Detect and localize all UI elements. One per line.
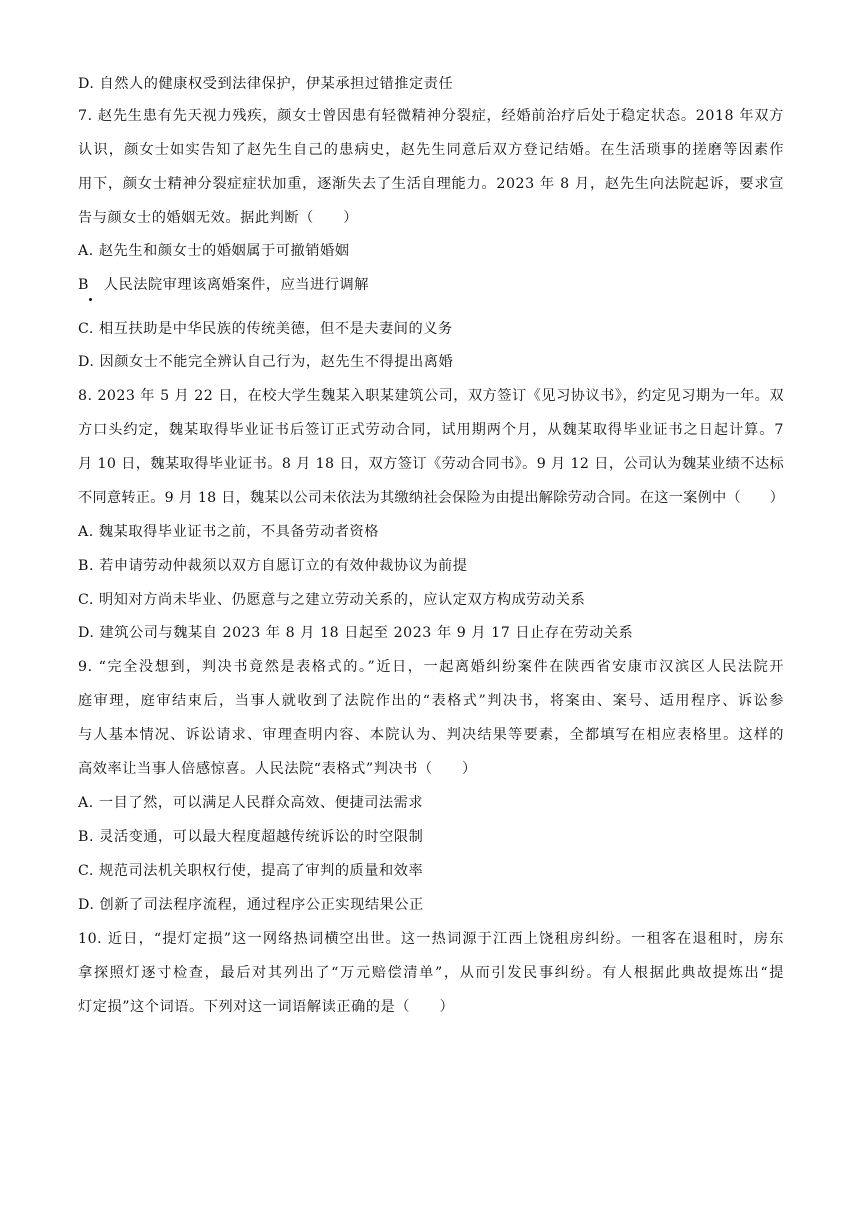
question-9-line-1: 9. “完全没想到，判决书竟然是表格式的。”近日，一起离婚纠纷案件在陕西省安康市汉滨区人民法院开 xyxy=(78,659,784,675)
question-10-line-3: 灯定损”这个词语。下列对这一词语解读正确的是（ ） xyxy=(78,999,455,1015)
question-9-line-4: 高效率让当事人倍感惊喜。人民法院“表格式”判决书（ ） xyxy=(78,761,477,777)
question-9-line-3: 与人基本情况、诉讼请求、审理查明内容、本院认为、判决结果等要素，全都填写在相应表格里。这样的 xyxy=(78,727,784,743)
question-8-line-3: 月 10 日，魏某取得毕业证书。8 月 18 日，双方签订《劳动合同书》。9 月 12 日，公司认为魏某业绩不达标 xyxy=(78,456,784,472)
question-8-line-1: 8. 2023 年 5 月 22 日，在校大学生魏某入职某建筑公司，双方签订《见习协议书》，约定见习期为一年。双 xyxy=(78,388,784,404)
question-8-line-2: 方口头约定，魏某取得毕业证书后签订正式劳动合同，试用期两个月，从魏某取得毕业证书之日起计算。7 xyxy=(78,422,784,438)
option-d-q7: D. 因颜女士不能完全辨认自己行为，赵先生不得提出离婚 xyxy=(78,354,454,370)
question-7-line-4: 告与颜女士的婚姻无效。据此判断（ ） xyxy=(78,210,359,226)
option-a-q9: A. 一目了然，可以满足人民群众高效、便捷司法需求 xyxy=(78,795,424,811)
option-d-q8: D. 建筑公司与魏某自 2023 年 8 月 18 日起至 2023 年 9 月 17 日止存在劳动关系 xyxy=(78,625,634,641)
question-8-line-4: 不同意转正。9 月 18 日，魏某以公司未依法为其缴纳社会保险为由提出解除劳动合同。在这一案例中（ ） xyxy=(78,490,785,506)
option-b-q9: B. 灵活变通，可以最大程度超越传统诉讼的时空限制 xyxy=(78,829,424,845)
option-d-q9: D. 创新了司法程序流程，通过程序公正实现结果公正 xyxy=(78,897,424,913)
option-c-q8: C. 明知对方尚未毕业、仍愿意与之建立劳动关系的，应认定双方构成劳动关系 xyxy=(78,592,586,608)
option-c-q9: C. 规范司法机关职权行使，提高了审判的质量和效率 xyxy=(78,863,424,879)
option-c-q7: C. 相互扶助是中华民族的传统美德，但不是夫妻间的义务 xyxy=(78,321,453,337)
question-7-line-3: 用下，颜女士精神分裂症症状加重，逐渐失去了生活自理能力。2023 年 8 月，赵先生向法院起诉，要求宣 xyxy=(78,176,784,192)
punctuation-dot xyxy=(89,298,92,301)
question-10-line-2: 拿探照灯逐寸检查，最后对其列出了“万元赔偿清单”，从而引发民事纠纷。有人根据此典故提炼出“提 xyxy=(78,965,784,981)
option-b-q8: B. 若申请劳动仲裁须以双方自愿订立的有效仲裁协议为前提 xyxy=(78,558,468,574)
question-7-line-1: 7. 赵先生患有先天视力残疾，颜女士曾因患有轻微精神分裂症，经婚前治疗后处于稳定状态。2018 年双方 xyxy=(78,108,784,124)
option-d-q6: D. 自然人的健康权受到法律保护，伊某承担过错推定责任 xyxy=(78,76,454,92)
option-a-q8: A. 魏某取得毕业证书之前，不具备劳动者资格 xyxy=(78,524,379,540)
option-a-q7: A. 赵先生和颜女士的婚姻属于可撤销婚姻 xyxy=(78,243,350,259)
question-9-line-2: 庭审理，庭审结束后，当事人就收到了法院作出的“表格式”判决书，将案由、案号、适用程序、诉讼参 xyxy=(78,693,784,709)
option-b-q7: B 人民法院审理该离婚案件，应当进行调解 xyxy=(78,277,369,293)
question-10-line-1: 10. 近日，“提灯定损”这一网络热词横空出世。这一热词源于江西上饶租房纠纷。一租客在退租时，房东 xyxy=(78,931,784,947)
question-7-line-2: 认识，颜女士如实告知了赵先生自己的患病史，赵先生同意后双方登记结婚。在生活琐事的搓磨等因素作 xyxy=(78,142,784,158)
